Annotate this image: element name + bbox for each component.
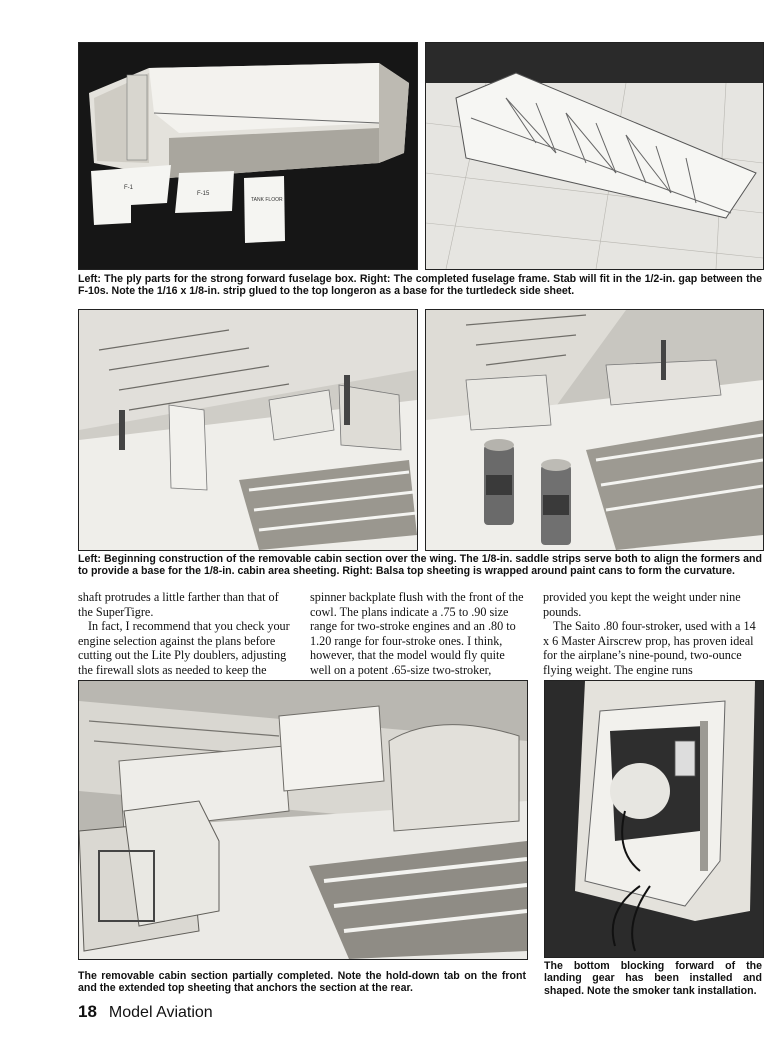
photo-paint-cans	[425, 309, 764, 551]
paragraph: The Saito .80 four-stroker, used with a 14 x 6 Master Airscrew prop, has proven ideal for the airplane’s nine-pound, two-ounce flying weight. The engine runs	[543, 619, 756, 677]
part-label-tank-floor: TANK FLOOR	[251, 197, 283, 203]
part-label-f15: F-15	[197, 191, 210, 197]
photo-fuselage-frame	[425, 42, 764, 270]
photo-cabin-section	[78, 680, 528, 960]
photo-cabin-construction	[78, 309, 418, 551]
text-column-2	[310, 590, 524, 678]
part-tank-floor	[244, 176, 285, 243]
caption-bottom-right: The bottom blocking forward of the landing gear has been installed and shaped. Note the smoker tank installation.	[544, 960, 762, 997]
text-column-1	[78, 590, 292, 678]
magazine-name: Model Aviation	[108, 1004, 213, 1021]
paragraph: shaft protrudes a little farther than that of the SuperTigre.	[78, 590, 279, 619]
paragraph: spinner backplate flush with the front of the cowl. The plans indicate a .75 to .90 size range for two-stroke engines and an .80 to 1.20 range for four-stroke ones. I think, however, that the model would fly quite well on a potent .65-size two-stroker,	[310, 590, 524, 677]
text-column-3	[543, 590, 762, 678]
caption-bottom-left: The removable cabin section partially completed. Note the hold-down tab on the front and the extended top sheeting that anchors the section at the rear.	[78, 970, 526, 995]
caption-top: Left: The ply parts for the strong forward fuselage box. Right: The completed fuselage frame. Stab will fit in the 1/2-in. gap between the F-10s. Note the 1/16 x 1/8-in. strip glued to the top longeron as a base for the turtledeck side sheet.	[78, 273, 762, 298]
paint-can	[541, 459, 571, 545]
part-label-f1: F-1	[124, 185, 133, 191]
folio	[78, 1002, 213, 1022]
caption-middle: Left: Beginning construction of the removable cabin section over the wing. The 1/8-in. saddle strips serve both to align the formers and to provide a base for the 1/8-in. cabin area sheeting. Right: Balsa top sheeting is wrapped around paint cans to form the curvature.	[78, 553, 762, 578]
photo-smoker-tank	[544, 680, 764, 958]
paragraph: In fact, I recommend that you check your engine selection against the plans before cutting out the Lite Ply doublers, adjusting the firewall slots as needed to keep the	[78, 619, 290, 677]
paragraph: provided you kept the weight under nine pounds.	[543, 590, 741, 619]
page-number: 18	[78, 1002, 97, 1021]
paint-can	[484, 439, 514, 525]
photo-ply-fuselage-box	[78, 42, 418, 270]
part-f15	[175, 171, 234, 213]
